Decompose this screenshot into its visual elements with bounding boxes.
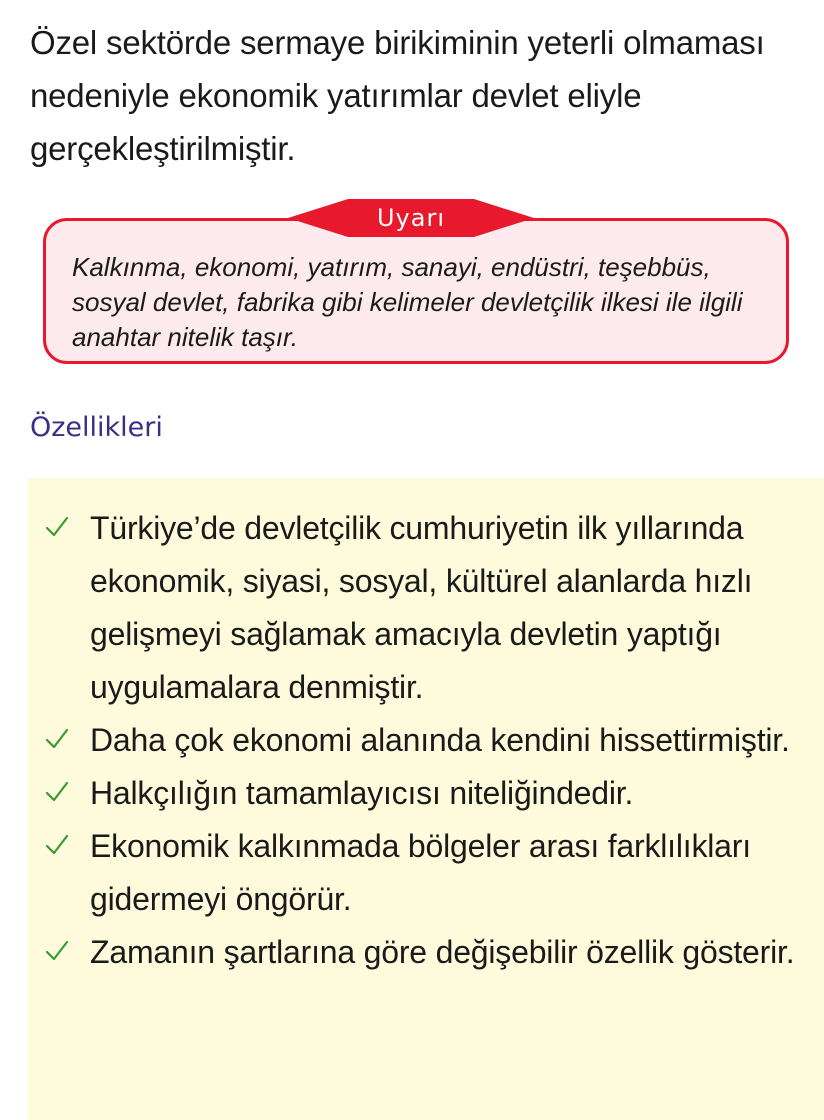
warning-text: Kalkınma, ekonomi, yatırım, sanayi, endüstri, teşebbüs, sosyal devlet, fabrika gibi kelimeler devletçilik ilkesi ile ilgili anahtar nitelik taşır. [72, 252, 743, 352]
feature-item [28, 926, 820, 979]
check-icon [44, 832, 70, 858]
feature-item [28, 767, 820, 820]
feature-text: Türkiye’de devletçilik cumhuriyetin ilk yıllarında ekonomik, siyasi, sosyal, kültürel alanlarda hızlı gelişmeyi sağlamak amacıyla devletin yaptığı uygulamalara denmiştir. [90, 510, 753, 705]
feature-item [28, 820, 820, 926]
check-icon [44, 779, 70, 805]
feature-text: Ekonomik kalkınmada bölgeler arası farklılıkları gidermeyi öngörür. [90, 828, 751, 917]
feature-text: Zamanın şartlarına göre değişebilir özellik gösterir. [90, 934, 795, 970]
intro-paragraph: Özel sektörde sermaye birikiminin yeterli olmaması nedeniyle ekonomik yatırımlar devlet eliyle gerçekleştirilmiştir. [30, 24, 765, 167]
feature-item [28, 502, 820, 714]
warning-title: Uyarı [376, 204, 445, 232]
warning-banner [288, 196, 534, 240]
features-title: Özellikleri [30, 412, 163, 443]
features-panel [28, 478, 824, 1120]
feature-text: Daha çok ekonomi alanında kendini hissettirmiştir. [90, 722, 790, 758]
check-icon [44, 726, 70, 752]
check-icon [44, 938, 70, 964]
check-icon [44, 514, 70, 540]
feature-text: Halkçılığın tamamlayıcısı niteliğindedir. [90, 775, 634, 811]
feature-item [28, 714, 820, 767]
features-list [28, 502, 820, 979]
